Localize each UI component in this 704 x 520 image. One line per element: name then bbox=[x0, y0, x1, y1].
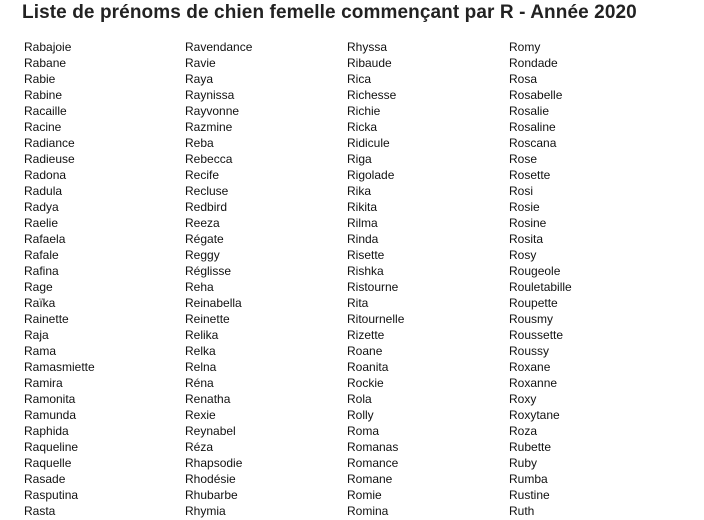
name-item: Rumba bbox=[509, 472, 548, 486]
name-item: Rousmy bbox=[509, 312, 554, 326]
name-item: Rosie bbox=[509, 200, 540, 214]
name-item: Rikita bbox=[347, 200, 378, 214]
name-item: Rustine bbox=[509, 488, 550, 502]
name-column-1 bbox=[24, 39, 95, 519]
name-item: Raya bbox=[185, 72, 214, 86]
name-item: Raphida bbox=[24, 424, 69, 438]
name-item: Roscana bbox=[509, 136, 557, 150]
name-column-4 bbox=[509, 39, 572, 519]
name-item: Rosette bbox=[509, 168, 551, 182]
name-item: Romina bbox=[347, 504, 389, 518]
name-item: Reeza bbox=[185, 216, 220, 230]
name-item: Radula bbox=[24, 184, 63, 198]
name-item: Réna bbox=[185, 376, 214, 390]
name-item: Roupette bbox=[509, 296, 558, 310]
name-item: Ramira bbox=[24, 376, 63, 390]
name-item: Recife bbox=[185, 168, 220, 182]
name-item: Rosy bbox=[509, 248, 537, 262]
name-item: Ribaude bbox=[347, 56, 392, 70]
name-item: Rafaela bbox=[24, 232, 66, 246]
name-item: Rasputina bbox=[24, 488, 79, 502]
name-item: Rhodésie bbox=[185, 472, 236, 486]
name-item: Raynissa bbox=[185, 88, 235, 102]
name-item: Raïka bbox=[24, 296, 56, 310]
page-title: Liste de prénoms de chien femelle commençant par R - Année 2020 bbox=[22, 2, 637, 23]
name-item: Roma bbox=[347, 424, 380, 438]
name-item: Rola bbox=[347, 392, 372, 406]
name-item: Roxy bbox=[509, 392, 537, 406]
name-item: Rabine bbox=[24, 88, 63, 102]
name-item: Rhapsodie bbox=[185, 456, 243, 470]
name-item: Rica bbox=[347, 72, 372, 86]
name-item: Rita bbox=[347, 296, 369, 310]
name-item: Rabane bbox=[24, 56, 67, 70]
name-item: Romy bbox=[509, 40, 541, 54]
name-item: Rexie bbox=[185, 408, 216, 422]
name-item: Rasta bbox=[24, 504, 56, 518]
name-item: Rizette bbox=[347, 328, 385, 342]
name-item: Raquelle bbox=[24, 456, 72, 470]
name-item: Ruby bbox=[509, 456, 538, 470]
name-item: Reha bbox=[185, 280, 214, 294]
name-item: Radieuse bbox=[24, 152, 75, 166]
name-item: Romance bbox=[347, 456, 399, 470]
name-item: Romanas bbox=[347, 440, 399, 454]
name-item: Ruth bbox=[509, 504, 535, 518]
name-item: Reggy bbox=[185, 248, 220, 262]
name-item: Relka bbox=[185, 344, 216, 358]
name-item: Rilma bbox=[347, 216, 378, 230]
name-item: Rolly bbox=[347, 408, 374, 422]
name-item: Renatha bbox=[185, 392, 231, 406]
name-item: Racine bbox=[24, 120, 62, 134]
name-item: Rage bbox=[24, 280, 53, 294]
name-column-2 bbox=[185, 39, 252, 519]
name-item: Réglisse bbox=[185, 264, 232, 278]
name-item: Réza bbox=[185, 440, 214, 454]
name-item: Rebecca bbox=[185, 152, 233, 166]
name-item: Reba bbox=[185, 136, 214, 150]
name-item: Risette bbox=[347, 248, 385, 262]
name-item: Rishka bbox=[347, 264, 384, 278]
name-item: Régate bbox=[185, 232, 224, 246]
name-item: Rhubarbe bbox=[185, 488, 238, 502]
name-item: Ramunda bbox=[24, 408, 77, 422]
name-item: Relna bbox=[185, 360, 217, 374]
name-item: Rhymia bbox=[185, 504, 226, 518]
name-item: Rinda bbox=[347, 232, 379, 246]
name-column-3 bbox=[347, 39, 404, 519]
name-item: Rougeole bbox=[509, 264, 561, 278]
name-item: Rasade bbox=[24, 472, 66, 486]
name-item: Richie bbox=[347, 104, 381, 118]
name-item: Rouletabille bbox=[509, 280, 572, 294]
name-item: Redbird bbox=[185, 200, 228, 214]
name-item: Ravie bbox=[185, 56, 216, 70]
name-item: Rondade bbox=[509, 56, 558, 70]
name-item: Recluse bbox=[185, 184, 229, 198]
name-item: Radiance bbox=[24, 136, 75, 150]
name-item: Ramasmiette bbox=[24, 360, 95, 374]
name-item: Rayvonne bbox=[185, 104, 240, 118]
name-item: Rabie bbox=[24, 72, 56, 86]
name-item: Roxane bbox=[509, 360, 551, 374]
name-item: Rika bbox=[347, 184, 372, 198]
name-item: Roxytane bbox=[509, 408, 560, 422]
name-item: Romane bbox=[347, 472, 393, 486]
name-item: Rigolade bbox=[347, 168, 395, 182]
name-item: Rosalie bbox=[509, 104, 550, 118]
name-item: Rosaline bbox=[509, 120, 556, 134]
name-item: Reinabella bbox=[185, 296, 242, 310]
name-item: Reynabel bbox=[185, 424, 236, 438]
name-item: Rafale bbox=[24, 248, 59, 262]
name-item: Rosi bbox=[509, 184, 534, 198]
name-item: Ravendance bbox=[185, 40, 253, 54]
name-item: Ricka bbox=[347, 120, 378, 134]
name-item: Ristourne bbox=[347, 280, 399, 294]
name-item: Rama bbox=[24, 344, 57, 358]
name-item: Riga bbox=[347, 152, 372, 166]
name-item: Rhyssa bbox=[347, 40, 388, 54]
name-item: Ritournelle bbox=[347, 312, 405, 326]
name-item: Racaille bbox=[24, 104, 67, 118]
name-item: Raja bbox=[24, 328, 49, 342]
name-item: Rockie bbox=[347, 376, 384, 390]
name-item: Radya bbox=[24, 200, 59, 214]
name-item: Roane bbox=[347, 344, 383, 358]
name-item: Roza bbox=[509, 424, 538, 438]
name-item: Rubette bbox=[509, 440, 552, 454]
name-item: Reinette bbox=[185, 312, 230, 326]
name-item: Razmine bbox=[185, 120, 233, 134]
name-item: Rosa bbox=[509, 72, 538, 86]
name-item: Romie bbox=[347, 488, 382, 502]
name-item: Raqueline bbox=[24, 440, 79, 454]
name-item: Rosita bbox=[509, 232, 544, 246]
name-item: Rainette bbox=[24, 312, 69, 326]
name-item: Ridicule bbox=[347, 136, 390, 150]
name-item: Rosine bbox=[509, 216, 547, 230]
name-item: Ramonita bbox=[24, 392, 76, 406]
name-item: Roussette bbox=[509, 328, 564, 342]
name-item: Roxanne bbox=[509, 376, 558, 390]
name-item: Rosabelle bbox=[509, 88, 563, 102]
name-item: Rose bbox=[509, 152, 538, 166]
name-item: Rabajoie bbox=[24, 40, 72, 54]
name-item: Richesse bbox=[347, 88, 397, 102]
name-item: Radona bbox=[24, 168, 67, 182]
name-item: Relika bbox=[185, 328, 219, 342]
name-item: Roussy bbox=[509, 344, 550, 358]
name-item: Raelie bbox=[24, 216, 59, 230]
name-item: Roanita bbox=[347, 360, 389, 374]
name-item: Rafina bbox=[24, 264, 59, 278]
